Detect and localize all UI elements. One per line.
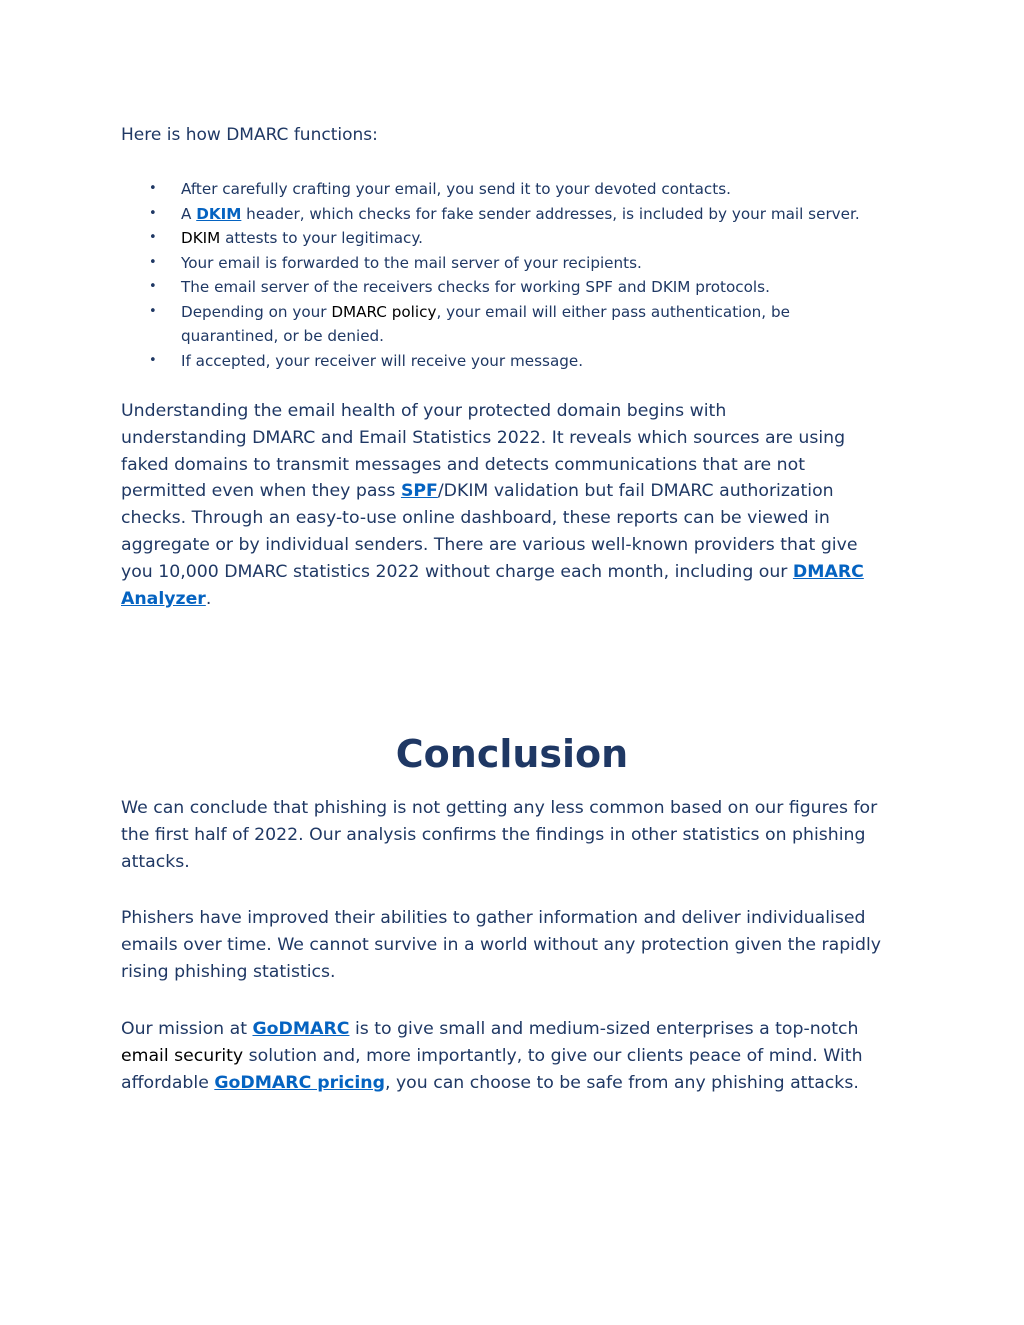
dkim-link[interactable]: DKIM <box>196 204 242 223</box>
paragraph-text: , you can choose to be safe from any phishing attacks. <box>384 1072 859 1093</box>
bullet-icon: • <box>149 230 157 245</box>
dmarc-statistics-paragraph <box>121 398 911 612</box>
conclusion-paragraph-2 <box>121 905 911 985</box>
paragraph-text: permitted even when they pass <box>121 481 401 502</box>
paragraph-line: understanding DMARC and Email Statistics 2022. It reveals which sources are using <box>121 427 846 448</box>
paragraph-line: Phishers have improved their abilities to gather information and deliver individualised <box>121 908 866 928</box>
list-item <box>121 251 911 276</box>
email-security-term: email security <box>121 1045 244 1066</box>
paragraph-text: . <box>205 588 212 609</box>
paragraph-line: We can conclude that phishing is not getting any less common based on our figures for <box>121 798 878 818</box>
bullet-icon: • <box>149 352 157 368</box>
paragraph-text: you 10,000 DMARC statistics 2022 without charge each month, including our <box>121 561 793 582</box>
dmarc-policy-term: DMARC policy <box>331 302 437 321</box>
list-item <box>121 300 911 349</box>
bullet-icon: • <box>149 279 157 294</box>
step-text: A <box>181 204 197 223</box>
paragraph-line: faked domains to transmit messages and detects communications that are not <box>121 454 805 475</box>
paragraph-line: attacks. <box>121 851 190 872</box>
intro-text: Here is how DMARC functions: <box>121 125 378 145</box>
paragraph-text: /DKIM validation but fail DMARC authorization <box>437 481 834 502</box>
step-text: header, which checks for fake sender addresses, is included by your mail server. <box>241 204 860 223</box>
step-text: The email server of the receivers checks for working SPF and DKIM protocols. <box>181 278 770 296</box>
paragraph-line <box>121 478 911 505</box>
bullet-icon: • <box>149 181 157 196</box>
paragraph-text: affordable <box>121 1072 215 1093</box>
paragraph-text: Our mission at <box>121 1019 253 1039</box>
dmarc-analyzer-link[interactable]: DMARC <box>792 561 864 582</box>
step-text: Depending on your <box>181 302 332 321</box>
paragraph-line <box>121 1016 911 1043</box>
paragraph-text: solution and, more importantly, to give our clients peace of mind. With <box>243 1045 863 1066</box>
bullet-icon: • <box>149 303 157 319</box>
list-item <box>121 202 911 227</box>
dkim-term: DKIM <box>181 229 221 247</box>
step-text: If accepted, your receiver will receive your message. <box>181 351 584 370</box>
paragraph-line <box>121 559 911 586</box>
step-text: Your email is forwarded to the mail server of your recipients. <box>181 253 642 272</box>
spf-link[interactable]: SPF <box>400 481 438 502</box>
paragraph-line: checks. Through an easy-to-use online dashboard, these reports can be viewed in <box>121 508 830 529</box>
step-text: quarantined, or be denied. <box>181 327 385 345</box>
step-text: , your email will either pass authentication, be <box>436 302 790 321</box>
bullet-icon: • <box>149 254 157 270</box>
paragraph-line: aggregate or by individual senders. There are various well-known providers that give <box>121 534 858 555</box>
list-item <box>121 349 911 374</box>
paragraph-line: emails over time. We cannot survive in a world without any protection given the rapidly <box>121 934 881 955</box>
list-item <box>121 275 911 300</box>
paragraph-line: Understanding the email health of your protected domain begins with <box>121 401 727 421</box>
paragraph-line: the first half of 2022. Our analysis confirms the findings in other statistics on phishing <box>121 824 866 845</box>
paragraph-line <box>121 1043 911 1070</box>
paragraph-text: is to give small and medium-sized enterprises a top-notch <box>349 1019 859 1039</box>
step-text: attests to your legitimacy. <box>220 229 423 247</box>
list-item <box>121 177 911 202</box>
dmarc-steps-list <box>121 177 911 373</box>
paragraph-line: rising phishing statistics. <box>121 961 336 982</box>
godmarc-pricing-link[interactable]: GoDMARC pricing <box>214 1072 385 1093</box>
conclusion-paragraph-3 <box>121 1016 911 1096</box>
bullet-icon: • <box>149 205 157 221</box>
paragraph-line <box>121 586 911 613</box>
godmarc-link[interactable]: GoDMARC <box>252 1019 350 1039</box>
conclusion-heading: Conclusion <box>395 732 629 776</box>
paragraph-line <box>121 1070 911 1097</box>
conclusion-paragraph-1 <box>121 795 911 875</box>
step-text: After carefully crafting your email, you send it to your devoted contacts. <box>181 180 731 198</box>
list-item <box>121 226 911 251</box>
dmarc-analyzer-link-continued[interactable]: Analyzer <box>121 588 206 609</box>
